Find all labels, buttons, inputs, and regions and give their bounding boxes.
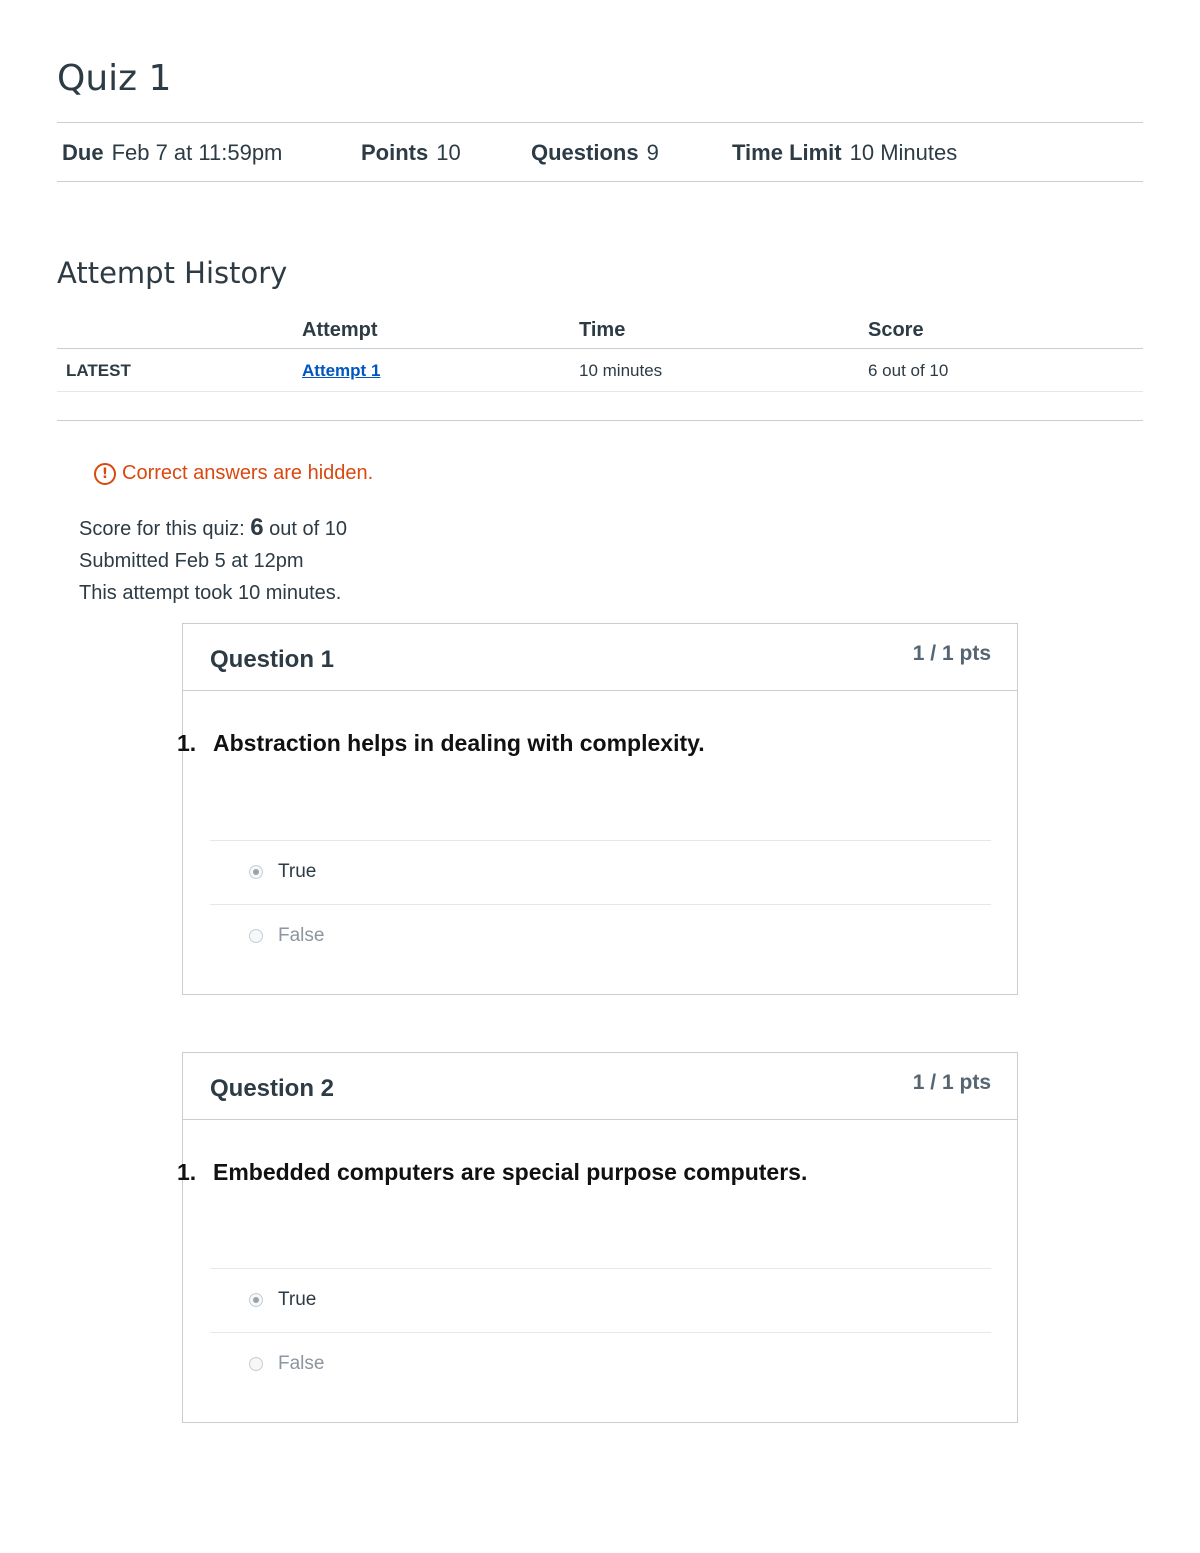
questions-value: 9 xyxy=(646,140,659,165)
questions-label: Questions xyxy=(531,140,639,165)
attempt-score: 6 out of 10 xyxy=(868,361,949,380)
question-title: Question 2 xyxy=(210,1075,335,1102)
answer-option-true[interactable] xyxy=(210,840,991,904)
score-suffix: out of 10 xyxy=(269,518,347,540)
score-line xyxy=(79,512,347,545)
question-number: 1. xyxy=(177,730,197,756)
answer-label: False xyxy=(278,925,325,946)
question-points: 1 / 1 pts xyxy=(912,1071,991,1094)
divider xyxy=(57,420,1143,421)
due-label: Due xyxy=(62,140,104,165)
table-header xyxy=(57,312,1143,349)
radio-button-selected[interactable] xyxy=(249,1293,263,1307)
question-title: Question 1 xyxy=(210,646,335,673)
time-limit-value: 10 Minutes xyxy=(849,140,958,165)
hidden-answers-notice xyxy=(94,462,373,485)
question-prompt: Abstraction helps in dealing with complexity. xyxy=(213,730,705,756)
points-info xyxy=(361,140,461,166)
question-header xyxy=(183,1053,1017,1120)
radio-button-selected[interactable] xyxy=(249,865,263,879)
column-header-attempt: Attempt xyxy=(302,319,378,341)
attempt-history-heading: Attempt History xyxy=(57,256,288,290)
exclamation-circle-icon: ! xyxy=(94,463,116,485)
duration-line: This attempt took 10 minutes. xyxy=(79,582,342,604)
answer-option-false[interactable] xyxy=(210,904,991,968)
attempt-time: 10 minutes xyxy=(579,361,663,380)
notice-text: Correct answers are hidden. xyxy=(122,462,374,484)
question-prompt: Embedded computers are special purpose computers. xyxy=(213,1159,808,1185)
due-date xyxy=(62,140,282,166)
answer-label: False xyxy=(278,1353,325,1374)
latest-tag: LATEST xyxy=(66,361,131,380)
points-label: Points xyxy=(361,140,429,165)
question-text xyxy=(177,730,705,757)
answer-option-true[interactable] xyxy=(210,1268,991,1332)
score-value: 6 xyxy=(250,514,264,541)
radio-button[interactable] xyxy=(249,929,263,943)
question-card xyxy=(177,623,1018,995)
answer-list xyxy=(210,1268,991,1396)
question-card xyxy=(177,1052,1018,1423)
answer-label: True xyxy=(278,1289,317,1310)
answer-label: True xyxy=(278,861,317,882)
column-header-time: Time xyxy=(579,319,626,341)
attempt-history-table xyxy=(57,312,1143,392)
points-value: 10 xyxy=(436,140,461,165)
question-number: 1. xyxy=(177,1159,197,1185)
question-points: 1 / 1 pts xyxy=(912,642,991,665)
question-header xyxy=(183,624,1017,691)
score-summary xyxy=(79,512,347,609)
radio-button[interactable] xyxy=(249,1357,263,1371)
score-prefix: Score for this quiz: xyxy=(79,518,245,540)
questions-info xyxy=(531,140,659,166)
question-text xyxy=(177,1159,807,1186)
answer-list xyxy=(210,840,991,968)
submitted-line: Submitted Feb 5 at 12pm xyxy=(79,550,304,572)
page-title: Quiz 1 xyxy=(57,58,172,99)
quiz-details-bar xyxy=(57,122,1143,182)
column-header-score: Score xyxy=(868,319,924,341)
table-row xyxy=(57,349,1143,392)
time-limit-info xyxy=(732,140,957,166)
attempt-link[interactable]: Attempt 1 xyxy=(302,361,381,380)
time-limit-label: Time Limit xyxy=(732,140,842,165)
answer-option-false[interactable] xyxy=(210,1332,991,1396)
due-value: Feb 7 at 11:59pm xyxy=(111,140,283,165)
